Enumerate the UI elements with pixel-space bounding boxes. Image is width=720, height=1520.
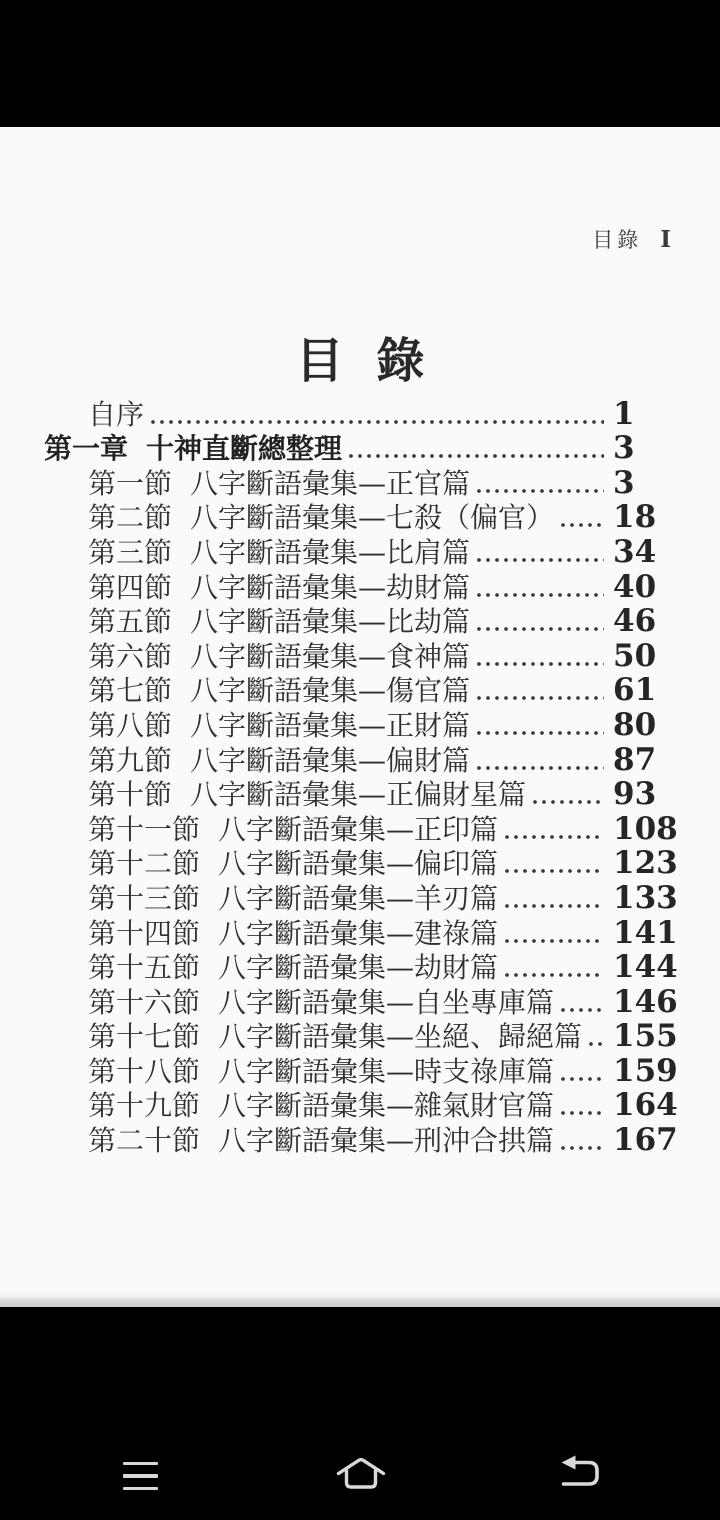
toc-entry-title: 八字斷語彙集—建祿篇: [218, 916, 499, 950]
toc-entry-title: 八字斷語彙集—正偏財星篇: [190, 778, 527, 812]
toc-row: [44, 431, 664, 466]
toc-entry-page: 18: [613, 499, 657, 536]
toc-entry-title: 八字斷語彙集—傷官篇: [190, 674, 471, 708]
back-button[interactable]: [542, 1435, 618, 1511]
toc-entry-number: 第二十節: [88, 1124, 201, 1158]
toc-entry-title: 八字斷語彙集—食神篇: [190, 639, 471, 673]
toc-entry-title: 八字斷語彙集—羊刃篇: [218, 881, 499, 915]
toc-entry-number: 第七節: [88, 674, 173, 708]
toc-entry-page: 3: [613, 430, 635, 467]
toc-entry-page: 123: [613, 845, 678, 882]
toc-entry-page: 164: [613, 1087, 678, 1124]
toc-entry-title: 八字斷語彙集—自坐專庫篇: [218, 985, 555, 1019]
running-header-page-number: I: [660, 226, 671, 253]
toc-entry-page: 93: [613, 776, 657, 813]
toc-row: [44, 534, 664, 569]
toc-entry-title: 八字斷語彙集—劫財篇: [190, 570, 471, 604]
toc-entry-page: 159: [613, 1052, 678, 1089]
toc-entry-page: 40: [613, 568, 657, 605]
toc-dot-leader: [505, 904, 604, 908]
toc-dot-leader: [533, 800, 604, 804]
toc-entry-page: 3: [613, 464, 635, 501]
toc-entry-title: 自序: [88, 397, 145, 431]
toc-row: [44, 396, 664, 431]
toc-row: [44, 742, 664, 777]
toc-entry-title: 八字斷語彙集—偏印篇: [218, 847, 499, 881]
home-button[interactable]: [323, 1436, 399, 1512]
toc-entry-number: 第二節: [88, 501, 173, 535]
toc-row: [44, 914, 678, 951]
running-header-title: 目錄: [592, 228, 643, 252]
toc-row: [44, 465, 664, 500]
toc-entry-number: 第十節: [88, 778, 173, 812]
toc-entry-title: 八字斷語彙集—坐絕、歸絕篇: [218, 1020, 583, 1054]
android-navigation-bar: [0, 1307, 720, 1520]
toc-entry-number: 第五節: [88, 605, 173, 639]
menu-icon: [123, 1462, 158, 1491]
toc-dot-leader: [477, 696, 604, 700]
back-icon: [559, 1453, 601, 1493]
toc-entry-title: 八字斷語彙集—正財篇: [190, 708, 471, 742]
recents-button[interactable]: [102, 1438, 178, 1514]
toc-row: [44, 1122, 678, 1159]
toc-dot-leader: [505, 973, 604, 977]
toc-entry-page: 87: [613, 741, 657, 778]
toc-entry-title: 八字斷語彙集—雜氣財官篇: [218, 1089, 555, 1123]
toc-entry-title: 八字斷語彙集—比肩篇: [190, 535, 471, 569]
toc-row: [44, 1052, 678, 1089]
toc-entry-number: 第十六節: [88, 985, 201, 1019]
toc-dot-leader: [477, 627, 604, 631]
toc-row: [44, 810, 678, 847]
toc-entry-title: 八字斷語彙集—七殺（偏官）: [190, 501, 555, 535]
toc-entry-number: 第八節: [88, 708, 173, 742]
toc-dot-leader: [505, 869, 604, 873]
toc-entry-title: 八字斷語彙集—偏財篇: [190, 743, 471, 777]
toc-entry-number: 第十八節: [88, 1054, 201, 1088]
book-page-scan[interactable]: [0, 127, 720, 1307]
toc-entry-page: 167: [613, 1122, 678, 1159]
toc-dot-leader: [349, 454, 604, 458]
running-header: [592, 228, 671, 252]
toc-entry-number: 第十七節: [88, 1020, 201, 1054]
toc-entry-number: 第十二節: [88, 847, 201, 881]
toc-entry-number: 第九節: [88, 743, 173, 777]
toc-entry-title: 八字斷語彙集—刑沖合拱篇: [218, 1124, 555, 1158]
toc-entry-page: 108: [613, 810, 678, 847]
toc-dot-leader: [561, 1077, 604, 1081]
toc-row: [44, 777, 664, 812]
toc-entry-number: 第一節: [88, 466, 173, 500]
toc-entry-page: 34: [613, 533, 657, 570]
toc-row: [44, 1087, 678, 1124]
toc-entry-number: 第十五節: [88, 951, 201, 985]
toc-entry-number: 第十四節: [88, 916, 201, 950]
toc-entry-page: 61: [613, 672, 657, 709]
toc-row: [44, 707, 664, 742]
toc-dot-leader: [477, 489, 604, 493]
toc-entry-page: 146: [613, 983, 678, 1020]
toc-dot-leader: [561, 523, 604, 527]
toc-entry-number: 第一章: [44, 432, 129, 466]
toc-row: [44, 604, 664, 639]
toc-dot-leader: [477, 593, 604, 597]
toc-entry-number: 第十三節: [88, 881, 201, 915]
toc-list: [44, 395, 678, 1159]
toc-entry-page: 50: [613, 637, 657, 674]
toc-dot-leader: [151, 420, 604, 424]
home-icon: [336, 1457, 386, 1491]
toc-row: [44, 569, 664, 604]
toc-row: [44, 638, 664, 673]
toc-entry-title: 八字斷語彙集—正印篇: [218, 812, 499, 846]
toc-entry-title: 八字斷語彙集—比劫篇: [190, 605, 471, 639]
status-bar: [0, 0, 720, 127]
toc-dot-leader: [477, 558, 604, 562]
toc-row: [44, 1018, 678, 1055]
toc-entry-title: 十神直斷總整理: [146, 432, 343, 466]
toc-dot-leader: [505, 939, 604, 943]
page-edge-shadow: [0, 1290, 720, 1307]
toc-entry-number: 第四節: [88, 570, 173, 604]
toc-row: [44, 949, 678, 986]
toc-entry-page: 133: [613, 879, 678, 916]
toc-dot-leader: [589, 1042, 604, 1046]
toc-entry-title: 八字斷語彙集—時支祿庫篇: [218, 1054, 555, 1088]
toc-entry-page: 1: [613, 395, 635, 432]
toc-entry-number: 第十一節: [88, 812, 201, 846]
toc-dot-leader: [561, 1111, 604, 1115]
toc-entry-page: 155: [613, 1018, 678, 1055]
toc-row: [44, 879, 678, 916]
toc-row: [44, 500, 664, 535]
toc-row: [44, 983, 678, 1020]
toc-row: [44, 845, 678, 882]
toc-entry-page: 80: [613, 706, 657, 743]
toc-entry-title: 八字斷語彙集—劫財篇: [218, 951, 499, 985]
toc-dot-leader: [505, 835, 604, 839]
toc-dot-leader: [477, 731, 604, 735]
toc-entry-page: 141: [613, 914, 678, 951]
toc-entry-page: 144: [613, 949, 678, 986]
page-title: 目 錄: [295, 333, 425, 389]
toc-row: [44, 673, 664, 708]
toc-dot-leader: [477, 766, 604, 770]
toc-entry-page: 46: [613, 603, 657, 640]
toc-entry-number: 第十九節: [88, 1089, 201, 1123]
toc-entry-number: 第三節: [88, 535, 173, 569]
toc-dot-leader: [477, 662, 604, 666]
toc-dot-leader: [561, 1146, 604, 1150]
toc-entry-number: 第六節: [88, 639, 173, 673]
toc-entry-title: 八字斷語彙集—正官篇: [190, 466, 471, 500]
toc-dot-leader: [561, 1008, 604, 1012]
